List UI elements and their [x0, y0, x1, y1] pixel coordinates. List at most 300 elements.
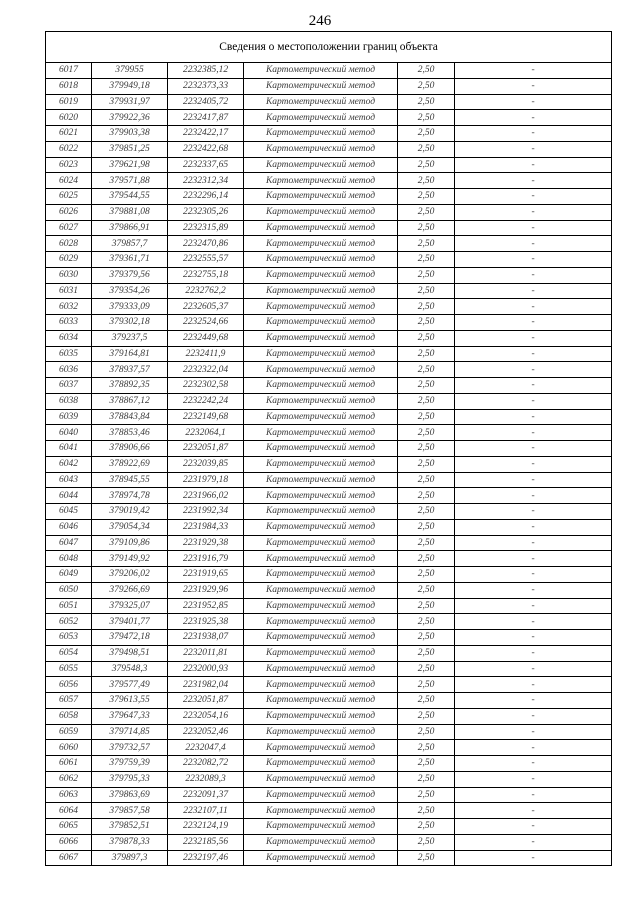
point-number-cell: 6060: [46, 740, 92, 756]
table-row: [46, 771, 612, 787]
point-number-cell: 6028: [46, 236, 92, 252]
description-cell: -: [455, 708, 612, 724]
accuracy-cell: 2,50: [398, 740, 455, 756]
accuracy-cell: 2,50: [398, 661, 455, 677]
description-cell: -: [455, 299, 612, 315]
x-coordinate-cell: 379571,88: [92, 173, 168, 189]
accuracy-cell: 2,50: [398, 173, 455, 189]
accuracy-cell: 2,50: [398, 551, 455, 567]
y-coordinate-cell: 2232373,33: [168, 78, 244, 94]
point-number-cell: 6027: [46, 220, 92, 236]
y-coordinate-cell: 2232524,66: [168, 315, 244, 331]
y-coordinate-cell: 2232296,14: [168, 189, 244, 205]
accuracy-cell: 2,50: [398, 645, 455, 661]
point-number-cell: 6040: [46, 425, 92, 441]
description-cell: -: [455, 598, 612, 614]
table-row: [46, 126, 612, 142]
method-cell: Картометрический метод: [244, 94, 398, 110]
description-cell: -: [455, 189, 612, 205]
point-number-cell: 6051: [46, 598, 92, 614]
method-cell: Картометрический метод: [244, 598, 398, 614]
description-cell: -: [455, 677, 612, 693]
accuracy-cell: 2,50: [398, 157, 455, 173]
description-cell: -: [455, 645, 612, 661]
method-cell: Картометрический метод: [244, 693, 398, 709]
y-coordinate-cell: 2232302,58: [168, 378, 244, 394]
y-coordinate-cell: 2232242,24: [168, 393, 244, 409]
y-coordinate-cell: 2232052,46: [168, 724, 244, 740]
y-coordinate-cell: 2232470,86: [168, 236, 244, 252]
table-row: [46, 252, 612, 268]
method-cell: Картометрический метод: [244, 472, 398, 488]
table-row: [46, 488, 612, 504]
table-row: [46, 441, 612, 457]
y-coordinate-cell: 2232411,9: [168, 346, 244, 362]
y-coordinate-cell: 2232000,93: [168, 661, 244, 677]
description-cell: -: [455, 441, 612, 457]
table-row: [46, 220, 612, 236]
description-cell: -: [455, 252, 612, 268]
y-coordinate-cell: 2231966,02: [168, 488, 244, 504]
y-coordinate-cell: 2232149,68: [168, 409, 244, 425]
method-cell: Картометрический метод: [244, 283, 398, 299]
x-coordinate-cell: 379621,98: [92, 157, 168, 173]
y-coordinate-cell: 2232305,26: [168, 204, 244, 220]
point-number-cell: 6017: [46, 63, 92, 79]
description-cell: -: [455, 204, 612, 220]
accuracy-cell: 2,50: [398, 582, 455, 598]
point-number-cell: 6047: [46, 535, 92, 551]
x-coordinate-cell: 379548,3: [92, 661, 168, 677]
description-cell: -: [455, 803, 612, 819]
table-row: [46, 582, 612, 598]
y-coordinate-cell: 2231916,79: [168, 551, 244, 567]
table-row: [46, 204, 612, 220]
description-cell: -: [455, 771, 612, 787]
description-cell: -: [455, 519, 612, 535]
accuracy-cell: 2,50: [398, 535, 455, 551]
x-coordinate-cell: 379857,7: [92, 236, 168, 252]
accuracy-cell: 2,50: [398, 204, 455, 220]
point-number-cell: 6019: [46, 94, 92, 110]
point-number-cell: 6020: [46, 110, 92, 126]
description-cell: -: [455, 661, 612, 677]
accuracy-cell: 2,50: [398, 677, 455, 693]
y-coordinate-cell: 2232449,68: [168, 330, 244, 346]
point-number-cell: 6041: [46, 441, 92, 457]
x-coordinate-cell: 379333,09: [92, 299, 168, 315]
accuracy-cell: 2,50: [398, 78, 455, 94]
table-row: [46, 519, 612, 535]
accuracy-cell: 2,50: [398, 519, 455, 535]
accuracy-cell: 2,50: [398, 614, 455, 630]
point-number-cell: 6022: [46, 141, 92, 157]
table-row: [46, 504, 612, 520]
point-number-cell: 6018: [46, 78, 92, 94]
description-cell: -: [455, 157, 612, 173]
y-coordinate-cell: 2232405,72: [168, 94, 244, 110]
x-coordinate-cell: 379852,51: [92, 819, 168, 835]
y-coordinate-cell: 2232555,57: [168, 252, 244, 268]
method-cell: Картометрический метод: [244, 330, 398, 346]
table-row: [46, 425, 612, 441]
x-coordinate-cell: 379577,49: [92, 677, 168, 693]
table-title: Сведения о местоположении границ объекта: [46, 32, 612, 63]
method-cell: Картометрический метод: [244, 803, 398, 819]
table-row: [46, 598, 612, 614]
method-cell: Картометрический метод: [244, 189, 398, 205]
table-row: [46, 330, 612, 346]
point-number-cell: 6063: [46, 787, 92, 803]
y-coordinate-cell: 2232422,17: [168, 126, 244, 142]
point-number-cell: 6044: [46, 488, 92, 504]
y-coordinate-cell: 2231929,38: [168, 535, 244, 551]
point-number-cell: 6054: [46, 645, 92, 661]
method-cell: Картометрический метод: [244, 409, 398, 425]
table-row: [46, 819, 612, 835]
accuracy-cell: 2,50: [398, 850, 455, 866]
accuracy-cell: 2,50: [398, 362, 455, 378]
x-coordinate-cell: 379857,58: [92, 803, 168, 819]
point-number-cell: 6055: [46, 661, 92, 677]
point-number-cell: 6056: [46, 677, 92, 693]
table-row: [46, 110, 612, 126]
y-coordinate-cell: 2231992,34: [168, 504, 244, 520]
method-cell: Картометрический метод: [244, 441, 398, 457]
method-cell: Картометрический метод: [244, 834, 398, 850]
accuracy-cell: 2,50: [398, 456, 455, 472]
x-coordinate-cell: 379109,86: [92, 535, 168, 551]
table-row: [46, 677, 612, 693]
y-coordinate-cell: 2232047,4: [168, 740, 244, 756]
page-number: 246: [308, 13, 332, 29]
accuracy-cell: 2,50: [398, 267, 455, 283]
x-coordinate-cell: 378867,12: [92, 393, 168, 409]
point-number-cell: 6049: [46, 567, 92, 583]
method-cell: Картометрический метод: [244, 456, 398, 472]
accuracy-cell: 2,50: [398, 378, 455, 394]
x-coordinate-cell: 379379,56: [92, 267, 168, 283]
description-cell: -: [455, 740, 612, 756]
method-cell: Картометрический метод: [244, 315, 398, 331]
description-cell: -: [455, 346, 612, 362]
accuracy-cell: 2,50: [398, 630, 455, 646]
point-number-cell: 6064: [46, 803, 92, 819]
method-cell: Картометрический метод: [244, 771, 398, 787]
description-cell: -: [455, 630, 612, 646]
point-number-cell: 6048: [46, 551, 92, 567]
point-number-cell: 6026: [46, 204, 92, 220]
description-cell: -: [455, 220, 612, 236]
point-number-cell: 6065: [46, 819, 92, 835]
point-number-cell: 6042: [46, 456, 92, 472]
x-coordinate-cell: 378906,66: [92, 441, 168, 457]
description-cell: -: [455, 110, 612, 126]
description-cell: -: [455, 173, 612, 189]
description-cell: -: [455, 535, 612, 551]
point-number-cell: 6046: [46, 519, 92, 535]
accuracy-cell: 2,50: [398, 787, 455, 803]
x-coordinate-cell: 378892,35: [92, 378, 168, 394]
y-coordinate-cell: 2232755,18: [168, 267, 244, 283]
method-cell: Картометрический метод: [244, 252, 398, 268]
method-cell: Картометрический метод: [244, 346, 398, 362]
point-number-cell: 6059: [46, 724, 92, 740]
accuracy-cell: 2,50: [398, 441, 455, 457]
point-number-cell: 6036: [46, 362, 92, 378]
point-number-cell: 6038: [46, 393, 92, 409]
point-number-cell: 6037: [46, 378, 92, 394]
description-cell: -: [455, 126, 612, 142]
x-coordinate-cell: 379866,91: [92, 220, 168, 236]
accuracy-cell: 2,50: [398, 708, 455, 724]
table-row: [46, 236, 612, 252]
description-cell: -: [455, 614, 612, 630]
accuracy-cell: 2,50: [398, 236, 455, 252]
table-row: [46, 803, 612, 819]
method-cell: Картометрический метод: [244, 126, 398, 142]
accuracy-cell: 2,50: [398, 315, 455, 331]
x-coordinate-cell: 379931,97: [92, 94, 168, 110]
y-coordinate-cell: 2232422,68: [168, 141, 244, 157]
y-coordinate-cell: 2232197,46: [168, 850, 244, 866]
table-row: [46, 63, 612, 79]
x-coordinate-cell: 379302,18: [92, 315, 168, 331]
y-coordinate-cell: 2232051,87: [168, 441, 244, 457]
x-coordinate-cell: 379714,85: [92, 724, 168, 740]
point-number-cell: 6033: [46, 315, 92, 331]
y-coordinate-cell: 2232089,3: [168, 771, 244, 787]
accuracy-cell: 2,50: [398, 283, 455, 299]
table-row: [46, 614, 612, 630]
table-title-row: [46, 32, 612, 63]
table-row: [46, 157, 612, 173]
table-row: [46, 630, 612, 646]
accuracy-cell: 2,50: [398, 819, 455, 835]
table-row: [46, 299, 612, 315]
x-coordinate-cell: 379544,55: [92, 189, 168, 205]
description-cell: -: [455, 456, 612, 472]
point-number-cell: 6024: [46, 173, 92, 189]
method-cell: Картометрический метод: [244, 661, 398, 677]
accuracy-cell: 2,50: [398, 94, 455, 110]
y-coordinate-cell: 2232124,19: [168, 819, 244, 835]
table-body: [46, 63, 612, 866]
method-cell: Картометрический метод: [244, 362, 398, 378]
point-number-cell: 6023: [46, 157, 92, 173]
accuracy-cell: 2,50: [398, 567, 455, 583]
x-coordinate-cell: 378922,69: [92, 456, 168, 472]
x-coordinate-cell: 379149,92: [92, 551, 168, 567]
table-row: [46, 567, 612, 583]
method-cell: Картометрический метод: [244, 708, 398, 724]
accuracy-cell: 2,50: [398, 803, 455, 819]
method-cell: Картометрический метод: [244, 488, 398, 504]
description-cell: -: [455, 756, 612, 772]
table-row: [46, 787, 612, 803]
method-cell: Картометрический метод: [244, 220, 398, 236]
point-number-cell: 6053: [46, 630, 92, 646]
x-coordinate-cell: 379759,39: [92, 756, 168, 772]
point-number-cell: 6043: [46, 472, 92, 488]
y-coordinate-cell: 2232385,12: [168, 63, 244, 79]
boundary-coordinates-table: [45, 31, 612, 866]
description-cell: -: [455, 267, 612, 283]
table-row: [46, 834, 612, 850]
description-cell: -: [455, 582, 612, 598]
method-cell: Картометрический метод: [244, 551, 398, 567]
method-cell: Картометрический метод: [244, 567, 398, 583]
point-number-cell: 6025: [46, 189, 92, 205]
point-number-cell: 6030: [46, 267, 92, 283]
y-coordinate-cell: 2231919,65: [168, 567, 244, 583]
point-number-cell: 6057: [46, 693, 92, 709]
accuracy-cell: 2,50: [398, 393, 455, 409]
description-cell: -: [455, 236, 612, 252]
table-row: [46, 850, 612, 866]
y-coordinate-cell: 2232051,87: [168, 693, 244, 709]
x-coordinate-cell: 379613,55: [92, 693, 168, 709]
point-number-cell: 6021: [46, 126, 92, 142]
y-coordinate-cell: 2231952,85: [168, 598, 244, 614]
table-row: [46, 141, 612, 157]
point-number-cell: 6032: [46, 299, 92, 315]
method-cell: Картометрический метод: [244, 504, 398, 520]
table-row: [46, 315, 612, 331]
point-number-cell: 6062: [46, 771, 92, 787]
description-cell: -: [455, 567, 612, 583]
x-coordinate-cell: 379354,26: [92, 283, 168, 299]
x-coordinate-cell: 379795,33: [92, 771, 168, 787]
description-cell: -: [455, 315, 612, 331]
table-row: [46, 535, 612, 551]
table-row: [46, 362, 612, 378]
method-cell: Картометрический метод: [244, 787, 398, 803]
x-coordinate-cell: 379164,81: [92, 346, 168, 362]
method-cell: Картометрический метод: [244, 393, 398, 409]
table-row: [46, 708, 612, 724]
description-cell: -: [455, 819, 612, 835]
method-cell: Картометрический метод: [244, 78, 398, 94]
table-row: [46, 409, 612, 425]
point-number-cell: 6052: [46, 614, 92, 630]
method-cell: Картометрический метод: [244, 645, 398, 661]
x-coordinate-cell: 379881,08: [92, 204, 168, 220]
description-cell: -: [455, 472, 612, 488]
table-row: [46, 393, 612, 409]
y-coordinate-cell: 2232054,16: [168, 708, 244, 724]
x-coordinate-cell: 379472,18: [92, 630, 168, 646]
y-coordinate-cell: 2232064,1: [168, 425, 244, 441]
method-cell: Картометрический метод: [244, 63, 398, 79]
method-cell: Картометрический метод: [244, 740, 398, 756]
table-row: [46, 551, 612, 567]
method-cell: Картометрический метод: [244, 535, 398, 551]
x-coordinate-cell: 378974,78: [92, 488, 168, 504]
description-cell: -: [455, 362, 612, 378]
point-number-cell: 6034: [46, 330, 92, 346]
accuracy-cell: 2,50: [398, 110, 455, 126]
x-coordinate-cell: 379237,5: [92, 330, 168, 346]
x-coordinate-cell: 379949,18: [92, 78, 168, 94]
x-coordinate-cell: 378945,55: [92, 472, 168, 488]
accuracy-cell: 2,50: [398, 409, 455, 425]
y-coordinate-cell: 2232039,85: [168, 456, 244, 472]
description-cell: -: [455, 787, 612, 803]
y-coordinate-cell: 2232605,37: [168, 299, 244, 315]
description-cell: -: [455, 141, 612, 157]
x-coordinate-cell: 379922,36: [92, 110, 168, 126]
y-coordinate-cell: 2231979,18: [168, 472, 244, 488]
accuracy-cell: 2,50: [398, 472, 455, 488]
method-cell: Картометрический метод: [244, 677, 398, 693]
y-coordinate-cell: 2232107,11: [168, 803, 244, 819]
x-coordinate-cell: 379851,25: [92, 141, 168, 157]
description-cell: -: [455, 94, 612, 110]
table-row: [46, 283, 612, 299]
table-row: [46, 645, 612, 661]
x-coordinate-cell: 379361,71: [92, 252, 168, 268]
accuracy-cell: 2,50: [398, 141, 455, 157]
x-coordinate-cell: 379863,69: [92, 787, 168, 803]
x-coordinate-cell: 379498,51: [92, 645, 168, 661]
description-cell: -: [455, 78, 612, 94]
method-cell: Картометрический метод: [244, 850, 398, 866]
table-row: [46, 94, 612, 110]
accuracy-cell: 2,50: [398, 63, 455, 79]
description-cell: -: [455, 834, 612, 850]
point-number-cell: 6061: [46, 756, 92, 772]
accuracy-cell: 2,50: [398, 346, 455, 362]
method-cell: Картометрический метод: [244, 378, 398, 394]
x-coordinate-cell: 379897,3: [92, 850, 168, 866]
point-number-cell: 6029: [46, 252, 92, 268]
y-coordinate-cell: 2232417,87: [168, 110, 244, 126]
method-cell: Картометрический метод: [244, 614, 398, 630]
y-coordinate-cell: 2232011,81: [168, 645, 244, 661]
table-row: [46, 267, 612, 283]
y-coordinate-cell: 2232185,56: [168, 834, 244, 850]
method-cell: Картометрический метод: [244, 724, 398, 740]
method-cell: Картометрический метод: [244, 141, 398, 157]
x-coordinate-cell: 379019,42: [92, 504, 168, 520]
y-coordinate-cell: 2232091,37: [168, 787, 244, 803]
table-row: [46, 173, 612, 189]
description-cell: -: [455, 488, 612, 504]
description-cell: -: [455, 850, 612, 866]
method-cell: Картометрический метод: [244, 425, 398, 441]
table-row: [46, 740, 612, 756]
description-cell: -: [455, 693, 612, 709]
y-coordinate-cell: 2231925,38: [168, 614, 244, 630]
x-coordinate-cell: 379206,02: [92, 567, 168, 583]
y-coordinate-cell: 2232315,89: [168, 220, 244, 236]
table-row: [46, 189, 612, 205]
x-coordinate-cell: 379878,33: [92, 834, 168, 850]
x-coordinate-cell: 378853,46: [92, 425, 168, 441]
accuracy-cell: 2,50: [398, 834, 455, 850]
y-coordinate-cell: 2231929,96: [168, 582, 244, 598]
y-coordinate-cell: 2232082,72: [168, 756, 244, 772]
y-coordinate-cell: 2232762,2: [168, 283, 244, 299]
method-cell: Картометрический метод: [244, 157, 398, 173]
table-row: [46, 661, 612, 677]
method-cell: Картометрический метод: [244, 756, 398, 772]
method-cell: Картометрический метод: [244, 299, 398, 315]
point-number-cell: 6035: [46, 346, 92, 362]
description-cell: -: [455, 283, 612, 299]
description-cell: -: [455, 409, 612, 425]
